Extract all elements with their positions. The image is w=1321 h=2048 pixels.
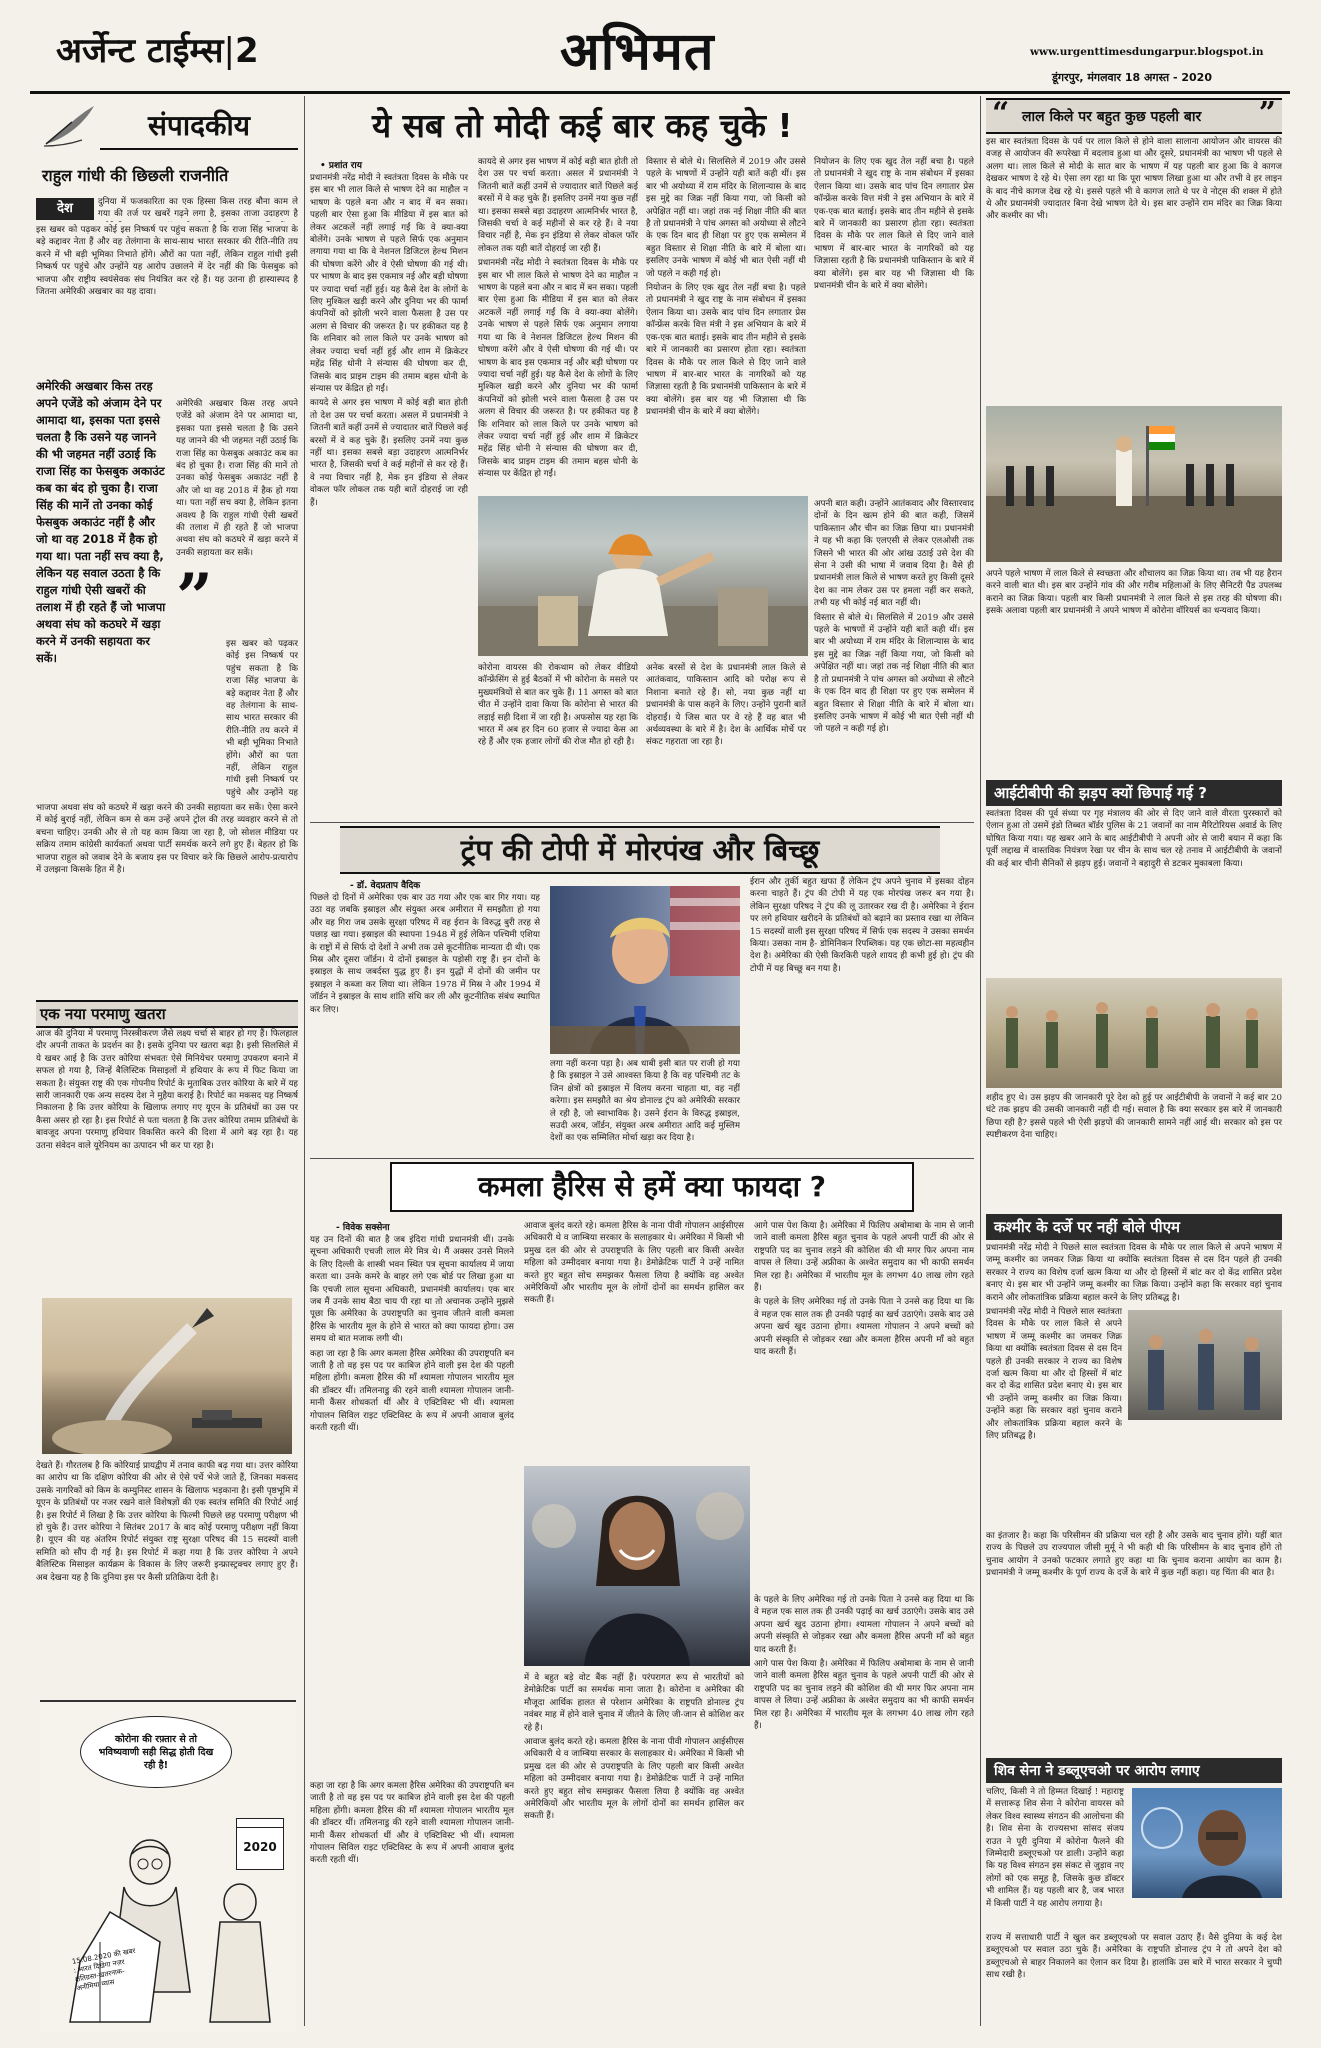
modi-para: अपनी बात कही। उन्होंने आतंकवाद और विस्तारवाद दोनों के दिन खत्म होने की बात कही, जिसमें पाकिस्तान और चीन का जिक्र छिपा था। प्रधानमंत्री ने यह भी कहा कि एलएसी से लेकर एलओसी तक जिसने भी भारत की ओर आंख उठाई उसे देश की सेना ने उसी की भाषा में जवाब दिया है। वैसे ही प्रधानमंत्री लाल किले से भाषण करते हुए किसी दूसरे देश का नाम लेकर उस पर हमला नहीं कर सकते, तभी यह भी कोई नई बात नहीं थी। [814,499,974,609]
modi-lower-col3 [646,662,806,812]
masthead [0,0,1321,92]
kamala-col1 [310,1234,514,1774]
column-rule [304,96,305,2026]
kamala-col3 [754,1220,974,1590]
soldiers-icon [986,978,1282,1088]
red-fort-para: अपने पहले भाषण में लाल किले से स्वच्छता और शौचालय का जिक्र किया था। तब भी यह हैरान करने वाली बात थी। इस बार उन्होंने गांव की और गरीब महिलाओं के लिए सैनिटरी पैड उपलब्ध कराने का जिक्र किया। पहली बार किसी प्रधानमंत्री ने लाल किले से इस तरह की घोषणा की। इसके अलावा पहली बार प्रधानमंत्री ने अपने भाषण में कोरोना वॉरियर्स का धन्यवाद किया। [986,569,1282,617]
shiv-sena-body [986,1786,1124,1928]
shiv-sena-section [986,1758,1282,2028]
trump-article [310,826,974,1156]
modi-col5 [814,498,974,812]
modi-author: • प्रशांत राय [320,161,362,171]
kashmir-body2 [986,1530,1282,1754]
editorial-pull-quote: अमेरिकी अखबार किस तरह अपने एजेंडे को अंजाम देने पर आमादा था, इसका पता इससे चलता है कि उसने यह जानने की भी जहमत नहीं उठाई कि राजा सिंह का फेसबुक अकाउंट कब का बंद हो चुका है। राजा सिंह की मानें तो उनका कोई फेसबुक अकाउंट नहीं है और जो था वह 2018 में हैक हो गया था। पता नहीं सच क्या है, लेकिन यह सवाल उठता है कि राहुल गांधी ऐसी खबरों की तलाश में ही रहते हैं जो भाजपा अथवा संघ को कठघरे में खड़ा करने में उनकी सहायता कर सकें। [36,379,166,665]
editorial-headline: राहुल गांधी की छिछली राजनीति [42,166,229,185]
nuclear-headline: एक नया परमाणु खतरा [36,1000,298,1028]
who-chief-photo [1132,1788,1282,1898]
kamala-article [310,1162,974,2022]
nuclear-para: देखते हैं। गौरतलब है कि कोरियाई प्रायद्वीप में तनाव काफी बढ़ गया था। उत्तर कोरिया का आरोप था कि दक्षिण कोरिया की ओर से ऐसे पर्चे भेजे जाते हैं, जिनका मकसद उसके नागरिकों को किम के कम्युनिस्ट शासन के खिलाफ भड़काना है। इसी पृष्ठभूमि में यूएन के प्रतिबंधों पर नजर रखने वाले विशेषज्ञों की एक स्वतंत्र समिति की रिपोर्ट आई है। इस रिपोर्ट में लिखा है कि उत्तर कोरिया के फिल्मी पिछले छह परमाणु परीक्षण भी हो चुके हैं। उत्तर कोरिया ने सितंबर 2017 के बाद कोई परमाणु परीक्षण नहीं किया है। यूएन की यह अंतरिम रिपोर्ट संयुक्त राष्ट्र सुरक्षा परिषद की 15 सदस्यों वाली समिति को सौंप दी गई है। इस रिपोर्ट में कहा गया है कि उत्तर कोरिया ने अपने बैलिस्टिक मिसाइल कार्यक्रम के विकास के लिए जरूरी इन्फ्रास्ट्रक्चर लगाए हुए हैं। अब देखना यह है कि दुनिया इस पर कैसी प्रतिक्रिया देती है। [36,1461,298,1583]
editorial-body-full [36,224,298,374]
editorial-para: भाजपा अथवा संघ को कठघरे में खड़ा करने की उनकी सहायता कर सकें। ऐसा करने में कोई बुराई नहीं, लेकिन कम से कम उन्हें अपने ट्रोल की तरह व्यवहार करने से तो बचना चाहिए। उनकी और से तो यह काम किया जा रहा है, जो सोशल मीडिया पर सक्रिय तमाम कांग्रेसी कार्यकर्ता अथवा पार्टी समर्थक करने लगे हुए हैं। बेहतर हो कि भाजपा राहुल को जवाब देने के बजाय इस पर विचार करे कि छिछले आरोप-प्रत्यारोप में उलझना किसके हित में है। [36,803,298,876]
editorial-body-side2 [226,638,298,798]
trump-photo [550,886,740,1054]
kamala-col2b [524,1672,744,2018]
editorial-side-text [176,398,298,558]
kamala-para: आवाज बुलंद करते रहे। कमला हैरिस के नाना पीवी गोपालन आईसीएस अधिकारी थे व जाम्बिया सरकार के सलाहकार थे। अमेरिका में किसी भी प्रमुख दल की ओर से उपराष्ट्रपति के लिए पहली बार किसी अश्वेत महिला को उम्मीदवार बनाया गया है। डेमोक्रेटिक पार्टी ने उन्हें नामित करते हुए बहुत सोच समझकर फैसला लिया है क्योंकि वह अश्वेत अमेरिकियों और भारतीय मूल के लोगों दोनों का समर्थन हासिल कर सकती हैं। [524,1737,744,1822]
quote-mark-icon: ” [1258,96,1276,131]
red-fort-body2 [986,568,1282,774]
shiv-sena-headline: शिव सेना ने डब्लूएचओ पर आरोप लगाए [986,1758,1282,1783]
kamala-para: कहा जा रहा है कि अगर कमला हैरिस अमेरिका की उपराष्ट्रपति बन जाती है तो वह इस पद पर काबिज होने वाली इस देश की पहली महिला होंगी। कमला हैरिस की माँ श्यामला गोपालन भारतीय मूल की डॉक्टर थीं। तमिलनाडु की रहने वाली श्यामला गोपालन जानी-मानी कैंसर शोधकर्ता थीं और वे एक्टिविस्ट भी थीं। श्यामला गोपालन सिविल राइट एक्टिविस्ट के रूप में अपनी आवाज बुलंद करती रहती थीं। [310,1348,514,1434]
modi-para: प्रधानमंत्री नरेंद्र मोदी ने स्वतंत्रता दिवस के मौके पर इस बार भी लाल किले से भाषण देने का माहौल न भाषण के पहले बना और न बाद में बन सका। पहली बार ऐसा हुआ कि मीडिया में इस बात को लेकर अटकलें नहीं लगाई गईं कि वे क्या-क्या बोलेंगे। उनके भाषण से पहले सिर्फ एक अनुमान लगाया गया था कि वे नेशनल डिजिटल हेल्थ मिशन की घोषणा करेंगे और वे ऐसी घोषणा की गई थी। पर भाषण के बाद इस एकमात्र नई और बड़ी घोषणा पर ज्यादा चर्चा नहीं हुई। यह कैसे देश के लोगों के लिए मुश्किल खड़ी करने और दुनिया भर की फार्मा कंपनियों को झोली भरने वाला फैसला है उस पर अलग से विचार की जरूरत है। पर हकीकत यह है कि शनिवार को लाल किले पर उनके भाषण को लेकर ज्यादा चर्चा नहीं हुई और शाम में क्रिकेटर महेंद्र सिंह धोनी ने संन्यास की घोषणा कर दी, जिसके बाद प्राइम टाइम की तमाम बहस धोनी के संन्यास पर केंद्रित हो गईं। [478,258,638,480]
editorial-body-bottom [36,802,298,952]
editorial-section [36,98,298,1018]
red-fort-headline: लाल किले पर बहुत कुछ पहली बार [1022,109,1202,125]
modi-col3 [646,156,806,492]
nuclear-para: आज की दुनिया में परमाणु निरस्त्रीकरण जैसे लक्ष्य चर्चा से बाहर हो गए हैं। फिलहाल दौर अपनी ताकत के प्रदर्शन का है। इसके दुनिया पर खतरा बढ़ा है। इसी सिलसिले में ये खबर आई है कि उत्तर कोरिया संभवतः ऐसे मिनियेचर परमाणु उपकरण बनाने में सफल हो गया है, जिन्हें बैलिस्टिक मिसाइलों में हथियार के रूप में फिट किया जा सकता है। संयुक्त राष्ट्र की एक गोपनीय रिपोर्ट के मुताबिक उत्तर कोरिया के बारे में यह सारी जानकारी एक अन्य सदस्य देश ने मुहैया कराई है। रिपोर्ट का मकसद यह निष्कर्ष निकालना है कि उत्तर कोरिया के खिलाफ लगाए गए यूएन के प्रतिबंधों का उस पर कैसा असर हो रहा है। इस रिपोर्ट से पता चलता है कि उत्तर कोरिया तमाम प्रतिबंधों के बावजूद अपना परमाणु हथियार विकसित करने की दिशा में आगे बढ़ रहा है। यह उतना संवेदन वाले यूरेनियम का उत्पादन भी कर पा रहा है। [36,1029,298,1151]
trump-banner [340,826,940,874]
kamala-headline: कमला हैरिस से हमें क्या फायदा ? [478,1170,826,1203]
cartoon-figures-icon [40,1792,296,2032]
kamala-banner [390,1162,914,1212]
red-fort-section [986,98,1282,774]
kashmir-body-narrow [986,1306,1122,1526]
dateline: डूंगरपुर, मंगलवार 18 अगस्त - 2020 [1052,71,1212,84]
editorial-tag: देश [36,198,94,220]
trump-headline: ट्रंप की टोपी में मोरपंख और बिच्छू [460,833,820,867]
modi-para: प्रधानमंत्री नरेंद्र मोदी ने स्वतंत्रता दिवस के मौके पर इस बार भी लाल किले से भाषण देने का माहौल न भाषण के पहले बना और न बाद में बन सका। पहली बार ऐसा हुआ कि मीडिया में इस बात को लेकर अटकलें नहीं लगाई गईं कि वे क्या-क्या बोलेंगे। उनके भाषण से पहले सिर्फ एक अनुमान लगाया गया था कि वे नेशनल डिजिटल हेल्थ मिशन की घोषणा करेंगे और वे ऐसी घोषणा की गई थी। पर भाषण के बाद इस एकमात्र नई और बड़ी घोषणा पर ज्यादा चर्चा नहीं हुई। यह कैसे देश के लोगों के लिए मुश्किल खड़ी करने और दुनिया भर की फार्मा कंपनियों को झोली भरने वाला फैसला है उस पर अलग से विचार की जरूरत है। पर हकीकत यह है कि शनिवार को लाल किले पर उनके भाषण को लेकर ज्यादा चर्चा नहीं हुई और शाम में क्रिकेटर महेंद्र सिंह धोनी ने संन्यास की घोषणा कर दी, जिसके बाद प्राइम टाइम की तमाम बहस धोनी के संन्यास पर केंद्रित हो गईं। [310,173,468,394]
modi-col2 [478,156,638,492]
editorial-para: इस खबर को पढ़कर कोई इस निष्कर्ष पर पहुंच सकता है कि राजा सिंह भाजपा के बड़े कद्दावर नेता हैं और वह तेलंगाना के साथ-साथ भारत सरकार की रीति-नीति तय करने में भी बड़ी भूमिका निभाते होंगे। औरों का पता नहीं, लेकिन राहुल गांधी इसी निष्कर्ष पर पहुंचे और उन्होंने यह [226,639,298,798]
kashmir-photo [1128,1310,1282,1420]
editorial-para: अमेरिकी अखबार किस तरह अपने एजेंडे को अंजाम देने पर आमादा था, इसका पता इससे चलता है कि उसने यह जानने की भी जहमत नहीं उठाई कि राजा सिंह का फेसबुक अकाउंट कब का बंद हो चुका है। राजा सिंह की मानें तो उनका कोई फेसबुक अकाउंट नहीं है और जो था वह 2018 में हैक हो गया था। पता नहीं सच क्या है, लेकिन इतना अवश्य है कि राहुल गांधी ऐसी खबरों की तलाश में ही रहते हैं जो भाजपा अथवा संघ को कठघरे में खड़ा करने में उनकी सहायता कर सकें। [176,399,298,558]
modi-lower-col2 [478,662,638,812]
modi-para: नियोजन के लिए एक खुद तेल नहीं बचा है। पहले तो प्रधानमंत्री ने खुद राष्ट्र के नाम संबोधन में इसका ऐलान किया था। उसके बाद पांच दिन लगातार प्रेस कॉन्फ्रेंस करके वित्त मंत्री ने इस अभियान के बारे में एक-एक बात बताई। इसके बाद तीन महीने से इसके बारे में जानकारी का प्रसारण होता रहा। स्वतंत्रता दिवस के मौके पर लाल किले से दिए जाने वाले भाषण में बार-बार भारत के नागरिकों को यह जिज्ञासा रहती है कि प्रधानमंत्री पाकिस्तान के बारे में क्या बोलेंगे। इस बार यह भी जिज्ञासा थी कि प्रधानमंत्री चीन के बारे में क्या बोलेंगे। [814,157,974,292]
who-official-icon [1132,1788,1282,1898]
nuclear-body-bottom [36,1460,298,1630]
shiv-sena-para: चलिए, किसी ने तो हिम्मत दिखाई ! महाराष्ट्र में सत्तारूढ़ शिव सेना ने कोरोना वायरस को लेकर विश्व स्वास्थ्य संगठन की आलोचना की है। शिव सेना के राज्यसभा सांसद संजय राउत ने पूरी दुनिया में कोरोना फैलने की जिम्मेदारी डब्लूएचओ पर डाली। उन्होंने कहा कि यह विश्व संगठन इस संकट से जुड़ाव नए लोगों को एक समूह है, जिसके कुछ डॉक्टर भी शामिल हैं। यह पहली बार है, जब भारत में किसी पार्टी ने यह आरोप लगाया है। [986,1787,1124,1909]
itbp-body2 [986,1092,1282,1210]
trump-col2 [550,1058,740,1154]
red-fort-body [986,136,1282,402]
trump-para: पिछले दो दिनों में अमेरिका एक बार उठ गया और एक बार गिर गया। यह उठा वह जबकि इस्राइल और संयुक्त अरब अमीरात में समझौता हो गया और वह गिरा जब उसके सुरक्षा परिषद में वह ईरान के विरुद्ध बुरी तरह से पछाड़ खा गया। इस्राइल की स्थापना 1948 में हुई लेकिन पश्चिमी एशिया के राष्ट्रों में से सिर्फ दो देशों ने अभी तक उसे कूटनीतिक मान्यता दी थी। एक मिस्र और दूसरा जॉर्डन। ये दोनों इस्राइल के पड़ोसी राष्ट्र हैं। इन दोनों के इस्राइल के साथ जबर्दस्त युद्ध हुए हैं। इन युद्धों में दोनों की जमीन पर इस्राइल ने कब्जा कर लिया था। लेकिन 1978 में मिस्र ने और 1994 में जॉर्डन ने इस्राइल के साथ शांति संधि कर ली और कूटनीतिक संबंध स्थापित कर लिए। [310,893,540,1015]
trump-figure-icon [550,886,740,1054]
trump-para: लगा नहीं करना पड़ा है। अब धाबी इसी बात पर राजी हो गया है कि इस्राइल ने उसे आश्वस्त किया है कि वह पश्चिमी तट के जिन क्षेत्रों को इस्राइल में विलय करना चाहता था, वह नहीं करेगा। इस समझौते का श्रेय डोनाल्ड ट्रंप को अमेरिकी सरकार ले रही है, जो स्वाभाविक है। उसने ईरान के विरुद्ध इस्राइल, सउदी अरब, जॉर्डन, संयुक्त अरब अमीरात आदि कई मुस्लिम देशों का एक सम्मिलित मोर्चा खड़ा कर दिया है। [550,1059,740,1144]
itbp-section [986,780,1282,1210]
kamala-author: - विवेक सक्सेना [336,1223,390,1233]
shiv-sena-body2 [986,1932,1282,2028]
itbp-para: स्वतंत्रता दिवस की पूर्व संध्या पर गृह मंत्रालय की ओर से दिए जाने वाले वीरता पुरस्कारों को ऐलान हुआ तो उसमें इंडो तिब्बत बॉर्डर पुलिस के 21 जवानों का नाम मैरिटोरियस अवार्ड के लिए घोषित किया गया। यह खबर आने के बाद आईटीबीपी ने अपनी ओर से जारी बयान में कहा कि पूर्वी लद्दाख में वास्तविक नियंत्रण रेखा पर चीन के साथ चल रहे तनाव में आईटीबीपी के जवानों की कई बार चीनी सैनिकों से झड़प हुई। जवानों ने बहादुरी से डटकर मुकाबला किया। [986,809,1282,869]
masthead-rule [30,91,1290,94]
section-divider [310,822,974,823]
website[interactable]: www.urgenttimesdungarpur.blogspot.in [1030,46,1264,58]
kamala-para: कहा जा रहा है कि अगर कमला हैरिस अमेरिका की उपराष्ट्रपति बन जाती है तो वह इस पद पर काबिज होने वाली इस देश की पहली महिला होंगी। कमला हैरिस की माँ श्यामला गोपालन भारतीय मूल की डॉक्टर थीं। तमिलनाडु की रहने वाली श्यामला गोपालन जानी-मानी कैंसर शोधकर्ता थीं और वे एक्टिविस्ट भी थीं। श्यामला गोपालन सिविल राइट एक्टिविस्ट के रूप में अपनी आवाज बुलंद करती रहती थीं। [310,1781,514,1866]
itbp-body [986,808,1282,974]
cartoon-speech: कोरोना की रफ़्तार से तो भविष्यवाणी सही सिद्ध होती दिख रही है! [98,1733,214,1771]
modi-headline: ये सब तो मोदी कई बार कह चुके ! [372,106,793,145]
kashmir-headline: कश्मीर के दर्जे पर नहीं बोले पीएम [986,1214,1282,1240]
red-fort-para: इस बार स्वतंत्रता दिवस के पर्व पर लाल किले से होने वाला सालाना आयोजन और वायरस की वजह से आयोजन की रूपरेखा में बदलाव हुआ था और दूसरे, प्रधानमंत्री का भाषण भी पहले से अलग था। लाल किले से मोदी के सात बार के भाषण में यह पहली बार हुआ कि वे कागज देखकर भाषण दे रहे थे। ऐसा लग रहा था कि पूरा भाषण लिखा हुआ था और तभी वे हर लाइन के बाद नीचे कागज देख रहे थे। इससे पहले भी वे कागज लाते थे पर वे नोट्स की शक्ल में होते थे और प्रधानमंत्री ज्यादातर बिना देखे भाषण देते थे। इस बार उन्होंने राम मंदिर का जिक्र किया और कश्मीर का भी। [986,137,1282,222]
kamala-col2 [524,1220,744,1460]
modi-figure-icon [478,496,808,656]
nuclear-body-top [36,1028,298,1294]
modi-para: नियोजन के लिए एक खुद तेल नहीं बचा है। पहले तो प्रधानमंत्री ने खुद राष्ट्र के नाम संबोधन में इसका ऐलान किया था। उसके बाद पांच दिन लगातार प्रेस कॉन्फ्रेंस करके वित्त मंत्री ने इस अभियान के बारे में एक-एक बात बताई। इसके बाद तीन महीने से इसके बारे में जानकारी का प्रसारण होता रहा। स्वतंत्रता दिवस के मौके पर लाल किले से दिए जाने वाले भाषण में बार-बार भारत के नागरिकों को यह जिज्ञासा रहती है कि प्रधानमंत्री पाकिस्तान के बारे में क्या बोलेंगे। इस बार यह भी जिज्ञासा थी कि प्रधानमंत्री चीन के बारे में क्या बोलेंगे। [646,283,806,418]
page-number: 2 [235,31,259,71]
editorial-para: इस खबर को पढ़कर कोई इस निष्कर्ष पर पहुंच सकता है कि राजा सिंह भाजपा के बड़े कद्दावर नेता हैं और वह तेलंगाना के साथ-साथ भारत सरकार की रीति-नीति तय करने में भी बड़ी भूमिका निभाते होंगे। औरों का पता नहीं, लेकिन राहुल गांधी इसी निष्कर्ष पर पहुंचे और उन्होंने यह आरोप उछालने में देर नहीं की कि फेसबुक को भाजपा और राष्ट्रीय स्वयंसेवक संघ नियंत्रित कर रहे हैं। यह उतना ही हास्यास्पद है जितना अमेरिकी अखबार का यह दावा। [36,225,298,298]
kashmir-section [986,1214,1282,1754]
cartoon [40,1700,296,2032]
kamala-para: में वे बहुत बड़े वोट बैंक नहीं हैं। परंपरागत रूप से भारतीयों को डेमोक्रेटिक पार्टी का समर्थक माना जाता है। कोरोना व अमेरिका की मौजूदा आर्थिक हालत से परेशान अमेरिका के राष्ट्रपति डोनाल्ड ट्रंप नवंबर माह में होने वाले चुनाव में जीतने के लिए जी-जान से कोशिश कर रहे हैं। [524,1673,744,1733]
missile-icon [42,1298,292,1454]
guard-of-honour-icon [986,406,1282,562]
kamala-photo [524,1466,750,1666]
trump-author: - डॉ. वेदप्रताप वैदिक [350,881,421,891]
missile-launch-photo [42,1298,292,1454]
calendar-year: 2020 [243,1840,277,1854]
editorial-body-top [98,196,298,222]
modi-para: विस्तार से बोले थे। सिलसिले में 2019 और उससे पहले के भाषणों में उन्होंने यही बातें कही थीं। इस बार भी अयोध्या में राम मंदिर के शिलान्यास के बाद इस मुद्दे का जिक्र नहीं किया गया, जो किसी को अपेक्षित नहीं था। जहां तक नई शिक्षा नीति की बात है तो प्रधानमंत्री ने पांच अगस्त को अयोध्या से लौटने के एक दिन बाद ही शिक्षा पर हुए एक सम्मेलन में बहुत विस्तार से शिक्षा नीति के बारे में बोला था। इसलिए उनके भाषण में कोई भी बात ऐसी नहीं थी जो पहले न कही गई हो। [814,612,974,735]
itbp-para: शहीद हुए थे। उस झड़प की जानकारी पूरे देश को हुई पर आईटीबीपी के जवानों ने कई बार 20 घंटे तक झड़प की उसकी जानकारी नहीं दी गई। सवाल है कि क्या सरकार इस बारे में जानकारी छिपा रही है? इससे पहले भी ऐसी झड़पों की जानकारी सामने नहीं आई थी। सरकार को इस पर स्पष्टीकरण देना चाहिए। [986,1093,1282,1141]
kashmir-para: प्रधानमंत्री नरेंद्र मोदी ने पिछले साल स्वतंत्रता दिवस के मौके पर लाल किले से अपने भाषण में जम्मू कश्मीर का जमकर जिक्र किया था क्योंकि स्वतंत्रता दिवस से दस दिन पहले ही उनकी सरकार ने राज्य का विशेष दर्जा खत्म किया था और दो हिस्सों में बांट कर दो केंद्र शासित प्रदेश बनाए थे। इस बार भी उन्होंने जम्मू कश्मीर का जिक्र किया। उन्होंने कहा कि सरकार वहां चुनाव कराने और लोकतांत्रिक प्रक्रिया बहाल करने के लिए प्रतिबद्ध है। [986,1243,1282,1303]
kamala-para: यह उन दिनों की बात है जब इंदिरा गांधी प्रधानमंत्री थीं। उनके सूचना अधिकारी एचजी लाल मेरे मित्र थे। मैं अक्सर उनसे मिलने के लिए दिल्ली के शास्त्री भवन स्थित पत्र सूचना कार्यालय में जाया करता था। उनके कमरे के बाहर लगे एक बोर्ड पर लिखा हुआ था कि एचजी लाल सूचना अधिकारी, प्रधानमंत्री कार्यालय। एक बार जब मैं उनके साथ बैठा चाय पी रहा था तो अचानक उन्होंने मुझसे पूछा कि अमेरिका के उपराष्ट्रपति का चुनाव जीतने वाली कमला हैरिस के भारतीय मूल के होने से भारत को क्या फायदा होगा। उस समय वो बात मजाक लगी थी। [310,1235,514,1345]
kamala-para: के पहले के लिए अमेरिका गई तो उनके पिता ने उनसे कह दिया था कि वे महज एक साल तक ही उनकी पढ़ाई का खर्च उठाएंगे। उसके बाद उसे अपना खर्च खुद उठाना होगा। श्यामला गोपालन ने अपने बच्चों को अपनी संस्कृति से जोड़कर रखा और कमला हैरिस अपनी माँ को बहुत याद करती हैं। [754,1595,974,1655]
editorial-label: संपादकीय [148,109,250,142]
kamala-para: के पहले के लिए अमेरिका गई तो उनके पिता ने उनसे कह दिया था कि वे महज एक साल तक ही उनकी पढ़ाई का खर्च उठाएंगे। उसके बाद उसे अपना खर्च खुद उठाना होगा। श्यामला गोपालन ने अपने बच्चों को अपनी संस्कृति से जोड़कर रखा और कमला हैरिस अपनी माँ को बहुत याद करती हैं। [754,1297,974,1358]
section-divider [310,1158,974,1159]
nuclear-section [36,1000,298,1583]
modi-col4 [814,156,974,492]
paper-name: अर्जेन्ट टाईम्स|2 [56,31,259,71]
kamala-para: आगे पास पेश किया है। अमेरिका में फिलिप अबोमाबा के नाम से जानी जाने वाली कमला हैरिस बहुत चुनाव के पहले अपनी पार्टी की ओर से राष्ट्रपति पद का चुनाव लड़ने की कोशिश की थी मगर फिर अपना नाम वापस ले लिया। उन्हें अफ्रीका के अश्वेत समुदाय का भी काफी समर्थन मिल रहा है। अमेरिका में भारतीय मूल के लगभग 40 लाख लोग रहते हैं। [754,1659,974,1732]
quote-mark-icon: “ [992,96,1010,131]
modi-col1 [310,172,468,812]
itbp-headline: आईटीबीपी की झड़प क्यों छिपाई गई ? [986,780,1282,806]
shiv-sena-para: राज्य में सत्ताधारी पार्टी ने खुल कर डब्लूएचओ पर सवाल उठाए हैं। वैसे दुनिया के कई देश डब्लूएचओ पर सवाल उठा चुके हैं। अमेरिका के राष्ट्रपति डोनाल्ड ट्रंप ने तो अपने देश को डब्लूएचओ से बाहर निकालने का ऐलान कर दिया है। हालांकि उस बारे में भारत सरकार ने चुप्पी साध रखी है। [986,1933,1282,1981]
modi-article [310,96,974,822]
modi-para: विस्तार से बोले थे। सिलसिले में 2019 और उससे पहले के भाषणों में उन्होंने यही बातें कही थीं। इस बार भी अयोध्या में राम मंदिर के शिलान्यास के बाद इस मुद्दे का जिक्र नहीं किया गया, जो किसी को अपेक्षित नहीं था। जहां तक नई शिक्षा नीति की बात है तो प्रधानमंत्री ने पांच अगस्त को अयोध्या से लौटने के एक दिन बाद ही शिक्षा पर हुए एक सम्मेलन में बहुत विस्तार से शिक्षा नीति के बारे में बोला था। इसलिए उनके भाषण में कोई भी बात ऐसी नहीं थी जो पहले न कही गई हो। [646,157,806,279]
modi-redfort-photo [478,496,808,656]
quote-mark-icon: ” [176,560,213,635]
quill-icon [42,102,98,148]
red-fort-photo [986,406,1282,562]
kamala-col1-lower [310,1780,514,2018]
kashmir-body [986,1242,1282,1304]
column-rule [980,96,981,2026]
cartoon-speech-bubble [80,1716,232,1788]
trump-col3 [750,876,974,1154]
cartoon-paper-text: 15.08.2020 की खबर : भारत दिखेगा नज़र क्षतिग्रस्त-खतरनाक-अनीमिया व्यास [71,1946,137,1993]
modi-para: कोरोना वायरस की रोकथाम को लेकर वीडियो कॉन्फ्रेंसिंग से हुई बैठकों में भी कोरोना के मसले पर मुख्यमंत्रियों से बात कर चुके हैं। 11 अगस्त को बात चीत में उन्होंने दावा किया कि कोरोना से भारत की लड़ाई सही दिशा में जा रही है। अफसोस यह रहा कि भारत में अब हर दिन 60 हजार से ज्यादा केस आ रहे हैं और एक हजार लोगों की रोज मौत हो रही है। [478,663,638,748]
kamala-para: आगे पास पेश किया है। अमेरिका में फिलिप अबोमाबा के नाम से जानी जाने वाली कमला हैरिस बहुत चुनाव के पहले अपनी पार्टी की ओर से राष्ट्रपति पद का चुनाव लड़ने की कोशिश की थी मगर फिर अपना नाम वापस ले लिया। उन्हें अफ्रीका के अश्वेत समुदाय का भी काफी समर्थन मिल रहा है। अमेरिका में भारतीय मूल के लगभग 40 लाख लोग रहते हैं। [754,1221,974,1294]
kashmir-para: प्रधानमंत्री नरेंद्र मोदी ने पिछले साल स्वतंत्रता दिवस के मौके पर लाल किले से अपने भाषण में जम्मू कश्मीर का जमकर जिक्र किया था क्योंकि स्वतंत्रता दिवस से दस दिन पहले ही उनकी सरकार ने राज्य का विशेष दर्जा खत्म किया था और दो हिस्सों में बांट कर दो केंद्र शासित प्रदेश बनाए थे। इस बार भी उन्होंने जम्मू कश्मीर का जिक्र किया। उन्होंने कहा कि सरकार वहां चुनाव कराने और लोकतांत्रिक प्रक्रिया बहाल करने के लिए प्रतिबद्ध है। [986,1307,1122,1442]
kashmir-para: का इंतजार है। कहा कि परिसीमन की प्रक्रिया चल रही है और उसके बाद चुनाव होंगे। यहीं बात राज्य के पिछले उप राज्यपाल जीसी मुर्मू ने भी कही थी कि परिसीमन के बाद चुनाव होंगे तो चुनाव आयोग ने उनको फटकार लगाते हुए कहा था कि चुनाव कराना आयोग का काम है। प्रधानमंत्री ने जम्मू कश्मीर के पूर्ण राज्य के दर्जे के बारे में कुछ नहीं कहा। यह चिंता की बात है। [986,1531,1282,1579]
red-fort-banner [986,98,1282,134]
modi-para: कायदे से अगर इस भाषण में कोई बड़ी बात होती तो देश उस पर चर्चा करता। असल में प्रधानमंत्री ने जितनी बातें कहीं उनमें से ज्यादातर बातें पिछले कई बरसों में वे कह चुके हैं। इसलिए उनमें नया कुछ नहीं था। इसका सबसे बड़ा उदाहरण आत्मनिर्भर भारत है, जिसकी चर्चा वे कई महीनों से कर रहे हैं। वे नया विचार नहीं है, मेक इन इंडिया से लेकर वोकल फॉर लोकल तक यही बातें दोहराई जा रही हैं। [478,157,638,254]
security-personnel-icon [1128,1310,1282,1420]
editorial-label-rule [100,148,298,150]
editorial-para: दुनिया में फजकारिता का एक हिस्सा किस तरह बौना काम ले गया की तर्ज पर खबरें गढ़ने लगा है, इसका ताजा उदाहरण है [98,197,298,220]
trump-para: ईरान और तुर्की बहुत खफा हैं लेकिन ट्रंप अपने चुनाव में इसका दोहन करना चाहते हैं। ट्रंप की टोपी में यह एक मोरपंख जरूर बन गया है। लेकिन सुरक्षा परिषद ने ट्रंप की लू उतारकर रख दी है। अमेरिका ने ईरान पर लगे हथियार खरीदने के प्रतिबंधों को बढ़ाने का प्रस्ताव रखा था लेकिन 15 सदस्यों वाली इस सुरक्षा परिषद में सिर्फ एक सदस्य ने उसका समर्थन किया। उसका नाम है- डोमिनिकन रिपब्लिक। यह एक छोटा-सा महत्वहीन देश है। अमेरिका की ऐसी किरकिरी पहले शायद ही कभी हुई हो। ट्रंप की टोपी में यह बिच्छू बन गया है। [750,877,974,974]
trump-col1 [310,892,540,1154]
modi-para: कायदे से अगर इस भाषण में कोई बड़ी बात होती तो देश उस पर चर्चा करता। असल में प्रधानमंत्री ने जितनी बातें कहीं उनमें से ज्यादातर बातें पिछले कई बरसों में वे कह चुके हैं। इसलिए उनमें नया कुछ नहीं था। इसका सबसे बड़ा उदाहरण आत्मनिर्भर भारत है, जिसकी चर्चा वे कई महीनों से कर रहे हैं। वे नया विचार नहीं है, मेक इन इंडिया से लेकर वोकल फॉर लोकल तक यही बातें दोहराई जा रही हैं। [310,398,468,508]
section-title: अभिमत [560,22,715,82]
modi-para: अनेक बरसों से देश के प्रधानमंत्री लाल किले से आतंकवाद, पाकिस्तान आदि को परोक्ष रूप से निशाना बनाते रहे हैं। सो, नया कुछ नहीं था प्रधानमंत्री के पास कहने के लिए। उन्होंने पुरानी बातें दोहराईं। ये जिस बात पर वे रहे हैं वह बात भी अर्थव्यवस्था के बारे में है। देश के आर्थिक मोर्चे पर संकट गहराता जा रहा है। [646,663,806,748]
itbp-soldiers-photo [986,978,1282,1088]
kamala-col3-lower [754,1594,974,2018]
kamala-para: आवाज बुलंद करते रहे। कमला हैरिस के नाना पीवी गोपालन आईसीएस अधिकारी थे व जाम्बिया सरकार के सलाहकार थे। अमेरिका में किसी भी प्रमुख दल की ओर से उपराष्ट्रपति के लिए पहली बार किसी अश्वेत महिला को उम्मीदवार बनाया गया है। डेमोक्रेटिक पार्टी ने उन्हें नामित करते हुए बहुत सोच समझकर फैसला लिया है क्योंकि वह अश्वेत अमेरिकियों और भारतीय मूल के लोगों दोनों का समर्थन हासिल कर सकती हैं। [524,1221,744,1306]
kamala-figure-icon [524,1466,750,1666]
